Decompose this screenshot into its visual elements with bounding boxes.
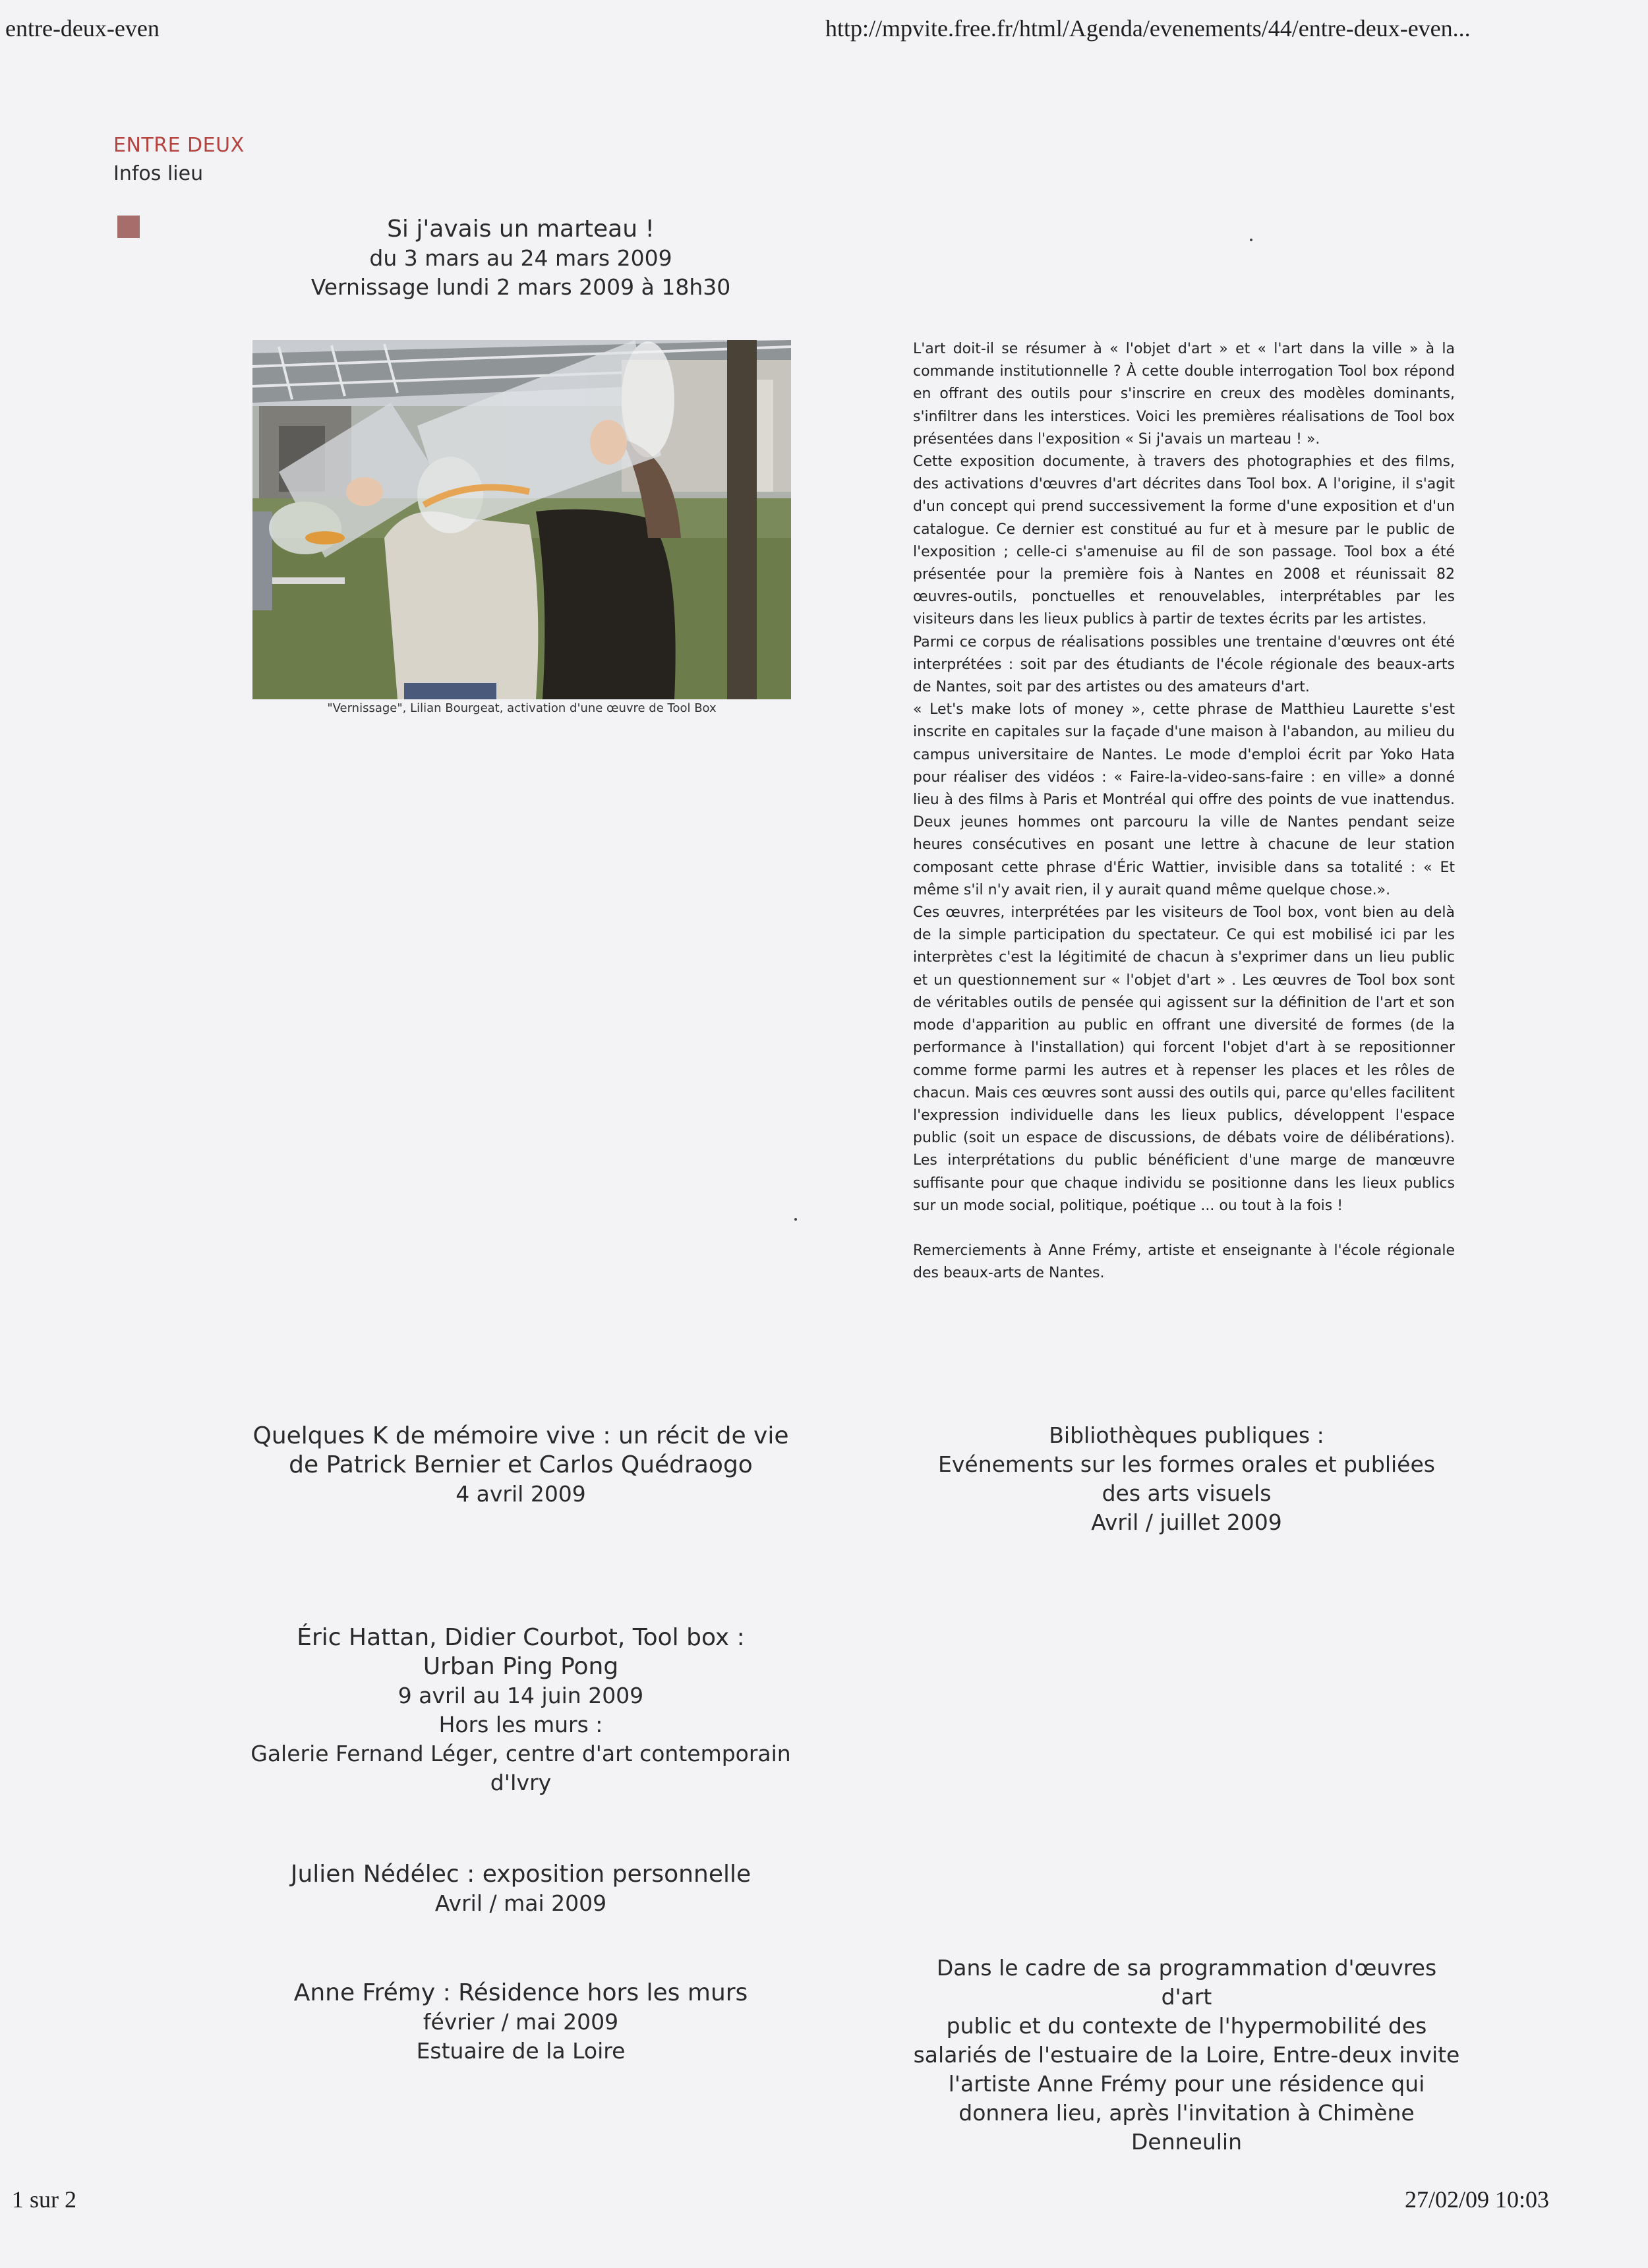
residence-line: donnera lieu, après l'invitation à Chimène Denneulin [958,2100,1415,2155]
event-title: de Patrick Bernier et Carlos Quédraogo [289,1451,753,1478]
residence-description [910,1954,1463,2157]
main-event-header [250,215,791,302]
event-title: Anne Frémy : Résidence hors les murs [293,1979,748,2006]
square-bullet-icon [117,216,140,238]
event-title: des arts visuels [1102,1480,1272,1506]
description-paragraph: Cette exposition documente, à travers des photographies et des films, des activations d'œuvres d'art décrites dans Tool box. A l'origine, il s'agit d'un concept qui prend successivement la forme d'une exposition et d'un catalogue. Ce dernier est constitué au fur et à mesure par le public de l'exposition ; celle-ci s'amenuise au fil de son passage. Tool box a été présentée pour la première fois à Nantes en 2008 et réunissait 82 œuvres-outils, ponctuelles et renouvelables, interprétables par les visiteurs dans les lieux publics à partir de textes écrits par les artistes. [913,453,1455,628]
event-date: février / mai 2009 [423,2009,619,2035]
residence-line: l'artiste Anne Frémy pour une résidence qui [948,2071,1425,2097]
event-title: Urban Ping Pong [423,1653,619,1680]
event-photo [252,340,791,699]
description-paragraph: Ces œuvres, interprétées par les visiteurs de Tool box, vont bien au delà de la simple participation du spectateur. Ce qui est mobilisé ici par les interprètes c'est la légitimité de chacun à s'exprimer dans un lieu public et un questionnement sur « l'objet d'art » . Les œuvres de Tool box sont de véritables outils de pensée qui agissent sur la définition de l'art et son mode d'apparition au public en offrant une diversité de formes (de la performance à l'installation) qui forcent l'objet d'art à se repositionner comme forme parmi les autres et à repenser les places et les rôles de chacun. Mais ces œuvres sont aussi des outils qui, parce qu'elles facilitent l'expression individuelle dans les lieux publics, développent l'espace public (soit un espace de discussions, de débats voire de délibérations). Les interprétations du public bénéficient d'une marge de manœuvre suffisante pour que chaque individu se positionne dans les lieux publics sur un mode social, politique, poétique ... ou tout à la fois ! [913,904,1455,1214]
event-nedelec[interactable] [250,1860,791,1918]
description-paragraph: Parmi ce corpus de réalisations possibles une trentaine d'œuvres ont été interprétées : soit par des étudiants de l'école régionale des beaux-arts de Nantes, soit par des artistes ou des amateurs d'art. [913,633,1455,696]
event-location: Estuaire de la Loire [416,2038,626,2064]
scan-speck [1250,239,1252,241]
event-location: Galerie Fernand Léger, centre d'art contemporain [250,1741,791,1766]
event-location: d'Ivry [490,1770,552,1795]
thanks-paragraph: Remerciements à Anne Frémy, artiste et enseignante à l'école régionale des beaux-arts de Nantes. [913,1242,1455,1282]
event-title: Éric Hattan, Didier Courbot, Tool box : [297,1624,745,1651]
residence-line: salariés de l'estuaire de la Loire, Entre-deux invite [913,2042,1460,2068]
infos-lieu-link[interactable]: Infos lieu [113,162,204,185]
event-title: Si j'avais un marteau ! [387,216,655,243]
event-dates: du 3 mars au 24 mars 2009 [369,245,672,271]
event-quelques-k[interactable] [250,1422,791,1509]
event-fremy-residence[interactable] [250,1979,791,2066]
event-title: Evénements sur les formes orales et publiées [938,1451,1435,1477]
print-header-title: entre-deux-even [5,15,160,42]
event-location-label: Hors les murs : [438,1712,603,1737]
event-date: Avril / juillet 2009 [1091,1509,1282,1535]
residence-line: Dans le cadre de sa programmation d'œuvres d'art [936,1955,1437,2010]
print-footer-datetime: 27/02/09 10:03 [1405,2186,1550,2213]
print-footer-page: 1 sur 2 [12,2186,76,2213]
site-brand-link[interactable]: ENTRE DEUX [113,134,245,157]
event-bibliotheques[interactable] [910,1421,1463,1537]
event-date: Avril / mai 2009 [434,1890,607,1916]
event-date: 9 avril au 14 juin 2009 [397,1683,644,1708]
event-title: Julien Nédélec : exposition personnelle [290,1861,751,1888]
event-title: Bibliothèques publiques : [1049,1422,1324,1448]
print-header-url: http://mpvite.free.fr/html/Agenda/evenements/44/entre-deux-even... [825,15,1471,42]
description-paragraph: L'art doit-il se résumer à « l'objet d'art » et « l'art dans la ville » à la commande institutionnelle ? À cette double interrogation Tool box répond en offrant des outils pour s'inscrire en creux des modèles dominants, s'infiltrer dans les interstices. Voici les premières réalisations de Tool box présentées dans l'exposition « Si j'avais un marteau ! ». [913,341,1455,448]
event-opening: Vernissage lundi 2 mars 2009 à 18h30 [310,274,731,300]
event-hattan-courbot[interactable] [250,1623,791,1797]
residence-line: public et du contexte de l'hypermobilité des [946,2013,1427,2039]
event-title: Quelques K de mémoire vive : un récit de vie [252,1422,789,1449]
event-date: 4 avril 2009 [456,1481,586,1507]
description-paragraph: « Let's make lots of money », cette phrase de Matthieu Laurette s'est inscrite en capitales sur la façade d'une maison à l'abandon, au milieu du campus universitaire de Nantes. Le mode d'emploi écrit par Yoko Hata pour réaliser des vidéos : « Faire-la-video-sans-faire : en ville» a donné lieu à des films à Paris et Montréal qui offre des points de vue inattendus. Deux jeunes hommes ont parcouru la ville de Nantes pendant seize heures consécutives en posant une lettre à chacune de leur station composant cette phrase d'Éric Wattier, invisible dans sa totalité : « Et même s'il n'y avait rien, il y aurait quand même quelque chose.». [913,701,1455,898]
photo-caption: "Vernissage", Lilian Bourgeat, activation d'une œuvre de Tool Box [327,701,717,715]
scan-speck [794,1218,797,1221]
event-description [913,338,1455,1285]
